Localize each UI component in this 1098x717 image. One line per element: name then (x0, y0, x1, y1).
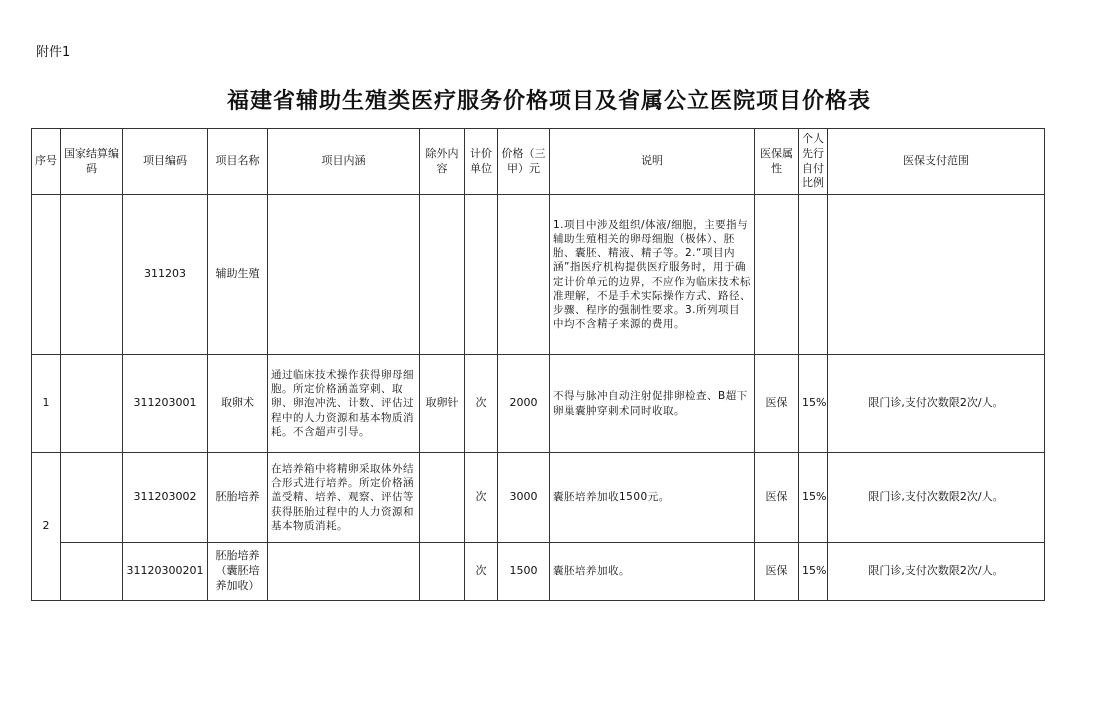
header-unit: 计价单位 (465, 129, 498, 195)
cell-excluded: 取卵针 (420, 355, 465, 453)
header-item-name: 项目名称 (208, 129, 268, 195)
cell-excluded (420, 453, 465, 543)
cell-national-code (61, 355, 123, 453)
cell-self-pay: 15% (799, 355, 828, 453)
attachment-label: 附件1 (36, 45, 71, 60)
cell-item-code: 311203001 (123, 355, 208, 453)
cell-unit: 次 (465, 355, 498, 453)
table-row (32, 543, 1045, 601)
header-scope: 医保支付范围 (828, 129, 1045, 195)
header-insurance: 医保属性 (755, 129, 799, 195)
cell-scope: 限门诊,支付次数限2次/人。 (828, 355, 1045, 453)
cell-price: 3000 (498, 453, 550, 543)
table-row (32, 195, 1045, 355)
header-national-code: 国家结算编码 (61, 129, 123, 195)
cell-description: 不得与脉冲自动注射促排卵检查、B超下卵巢囊肿穿刺术同时收取。 (550, 355, 755, 453)
cell-seq (32, 195, 61, 355)
cell-national-code (61, 195, 123, 355)
cell-item-name: 辅助生殖 (208, 195, 268, 355)
cell-item-name: 取卵术 (208, 355, 268, 453)
price-table (31, 128, 1045, 601)
cell-national-code (61, 453, 123, 543)
cell-scope: 限门诊,支付次数限2次/人。 (828, 543, 1045, 601)
cell-excluded (420, 195, 465, 355)
cell-scope (828, 195, 1045, 355)
cell-item-code: 311203002 (123, 453, 208, 543)
cell-seq: 2 (32, 453, 61, 601)
cell-content: 通过临床技术操作获得卵母细胞。所定价格涵盖穿刺、取卵、卵泡冲洗、计数、评估过程中的人力资源和基本物质消耗。不含超声引导。 (268, 355, 420, 453)
cell-content (268, 543, 420, 601)
cell-insurance: 医保 (755, 355, 799, 453)
cell-item-code: 31120300201 (123, 543, 208, 601)
cell-description: 囊胚培养加收1500元。 (550, 453, 755, 543)
cell-item-name: 胚胎培养 (208, 453, 268, 543)
cell-unit: 次 (465, 453, 498, 543)
cell-self-pay (799, 195, 828, 355)
cell-unit (465, 195, 498, 355)
cell-insurance (755, 195, 799, 355)
cell-description: 1.项目中涉及组织/体液/细胞，主要指与辅助生殖相关的卵母细胞（极体）、胚胎、囊胚、精液、精子等。2.“项目内涵”指医疗机构提供医疗服务时，用于确定计价单元的边界，不应作为临床技术标准理解，不是手术实际操作方式、路径、步骤、程序的强制性要求。3.所列项目中均不含精子来源的费用。 (550, 195, 755, 355)
cell-national-code (61, 543, 123, 601)
table-row (32, 355, 1045, 453)
cell-item-code: 311203 (123, 195, 208, 355)
header-content: 项目内涵 (268, 129, 420, 195)
cell-price (498, 195, 550, 355)
cell-content: 在培养箱中将精卵采取体外结合形式进行培养。所定价格涵盖受精、培养、观察、评估等获得胚胎过程中的人力资源和基本物质消耗。 (268, 453, 420, 543)
header-self-pay: 个人先行自付比例 (799, 129, 828, 195)
cell-insurance: 医保 (755, 453, 799, 543)
cell-description: 囊胚培养加收。 (550, 543, 755, 601)
header-description: 说明 (550, 129, 755, 195)
header-seq: 序号 (32, 129, 61, 195)
cell-content (268, 195, 420, 355)
cell-excluded (420, 543, 465, 601)
cell-unit: 次 (465, 543, 498, 601)
document-title: 福建省辅助生殖类医疗服务价格项目及省属公立医院项目价格表 (226, 89, 871, 114)
cell-item-name: 胚胎培养（囊胚培养加收） (208, 543, 268, 601)
header-excluded: 除外内容 (420, 129, 465, 195)
cell-price: 2000 (498, 355, 550, 453)
cell-price: 1500 (498, 543, 550, 601)
cell-scope: 限门诊,支付次数限2次/人。 (828, 453, 1045, 543)
cell-insurance: 医保 (755, 543, 799, 601)
cell-self-pay: 15% (799, 453, 828, 543)
table-header-row (32, 129, 1045, 195)
header-price: 价格（三甲）元 (498, 129, 550, 195)
header-item-code: 项目编码 (123, 129, 208, 195)
table-row (32, 453, 1045, 543)
cell-self-pay: 15% (799, 543, 828, 601)
cell-seq: 1 (32, 355, 61, 453)
